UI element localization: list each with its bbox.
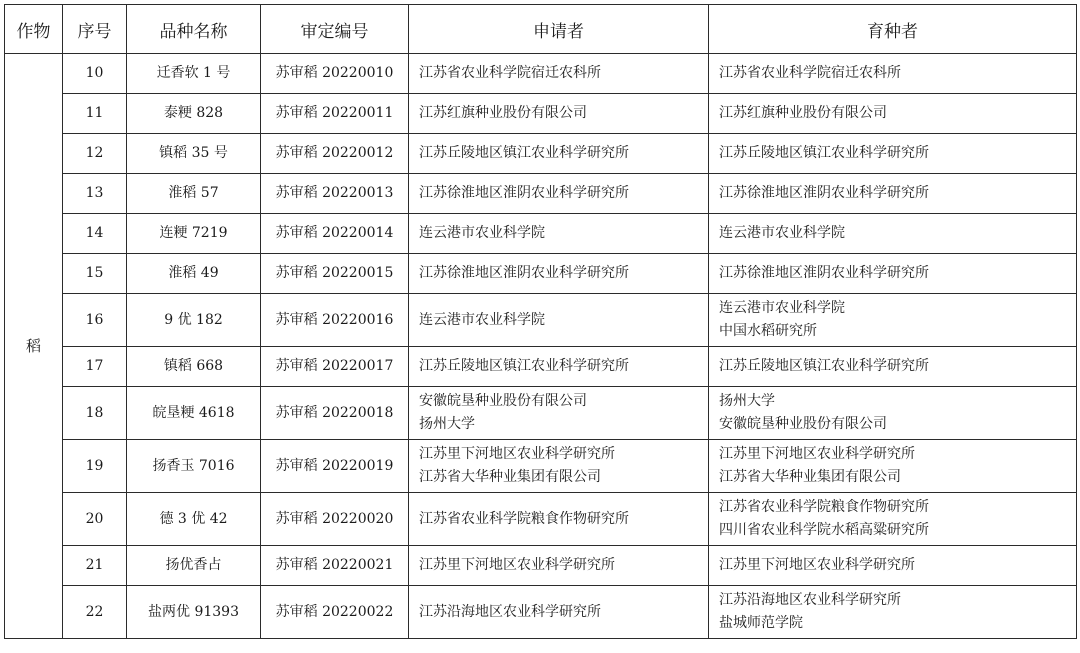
variety-cell: 淮稻 49: [127, 254, 261, 294]
applicant-name: 江苏徐淮地区淮阴农业科学研究所: [419, 265, 629, 281]
code-cell: 苏审稻 20220011: [261, 94, 409, 134]
seq-cell: 19: [63, 440, 127, 493]
breeder-cell: [709, 134, 1077, 174]
breeder-cell: [709, 254, 1077, 294]
breeder-name: 中国水稻研究所: [719, 323, 817, 339]
applicant-name: 江苏红旗种业股份有限公司: [419, 105, 587, 121]
table-row: [5, 214, 1077, 254]
applicant-name: 连云港市农业科学院: [419, 311, 545, 328]
table-row: [5, 294, 1077, 347]
breeder-cell: [709, 347, 1077, 387]
breeder-name: 江苏省农业科学院粮食作物研究所: [719, 499, 929, 515]
header-applicant: 申请者: [409, 5, 709, 54]
breeder-name: 四川省农业科学院水稻高粱研究所: [719, 522, 929, 538]
variety-cell: 9 优 182: [127, 294, 261, 347]
breeder-name: 安徽皖垦种业股份有限公司: [719, 416, 887, 432]
seq-cell: 15: [63, 254, 127, 294]
code-cell: 苏审稻 20220016: [261, 294, 409, 347]
variety-cell: 扬香玉 7016: [127, 440, 261, 493]
applicant-name: 江苏丘陵地区镇江农业科学研究所: [419, 145, 629, 161]
crop-cell: 稻: [5, 54, 63, 639]
applicant-name: 江苏徐淮地区淮阴农业科学研究所: [419, 185, 629, 201]
applicant-name: 连云港市农业科学院: [419, 225, 545, 241]
table-row: [5, 254, 1077, 294]
table-row: [5, 546, 1077, 586]
breeder-name: 江苏沿海地区农业科学研究所: [719, 592, 901, 608]
table-row: [5, 440, 1077, 493]
code-cell: 苏审稻 20220021: [261, 546, 409, 586]
code-cell: 苏审稻 20220017: [261, 347, 409, 387]
variety-cell: 淮稻 57: [127, 174, 261, 214]
variety-cell: 扬优香占: [127, 546, 261, 586]
applicant-cell: [409, 254, 709, 294]
applicant-name: 江苏里下河地区农业科学研究所: [419, 446, 615, 462]
seq-cell: 12: [63, 134, 127, 174]
header-variety: 品种名称: [127, 5, 261, 54]
header-breeder: 育种者: [709, 5, 1077, 54]
seq-cell: 16: [63, 294, 127, 347]
applicant-cell: [409, 134, 709, 174]
seq-cell: 21: [63, 546, 127, 586]
breeder-cell: [709, 440, 1077, 493]
breeder-name: 江苏徐淮地区淮阴农业科学研究所: [719, 185, 929, 201]
breeder-cell: [709, 174, 1077, 214]
breeder-cell: [709, 387, 1077, 440]
code-cell: 苏审稻 20220014: [261, 214, 409, 254]
table-row: [5, 94, 1077, 134]
code-cell: 苏审稻 20220012: [261, 134, 409, 174]
applicant-name: 江苏里下河地区农业科学研究所: [419, 557, 615, 573]
code-cell: 苏审稻 20220020: [261, 493, 409, 546]
header-code: 审定编号: [261, 5, 409, 54]
table-row: [5, 586, 1077, 639]
table-body: [5, 54, 1077, 639]
breeder-name: 江苏里下河地区农业科学研究所: [719, 446, 915, 462]
table-row: [5, 347, 1077, 387]
seq-cell: 18: [63, 387, 127, 440]
seq-cell: 11: [63, 94, 127, 134]
seq-cell: 20: [63, 493, 127, 546]
applicant-name: 江苏丘陵地区镇江农业科学研究所: [419, 358, 629, 374]
seq-cell: 17: [63, 347, 127, 387]
code-cell: 苏审稻 20220018: [261, 387, 409, 440]
applicant-cell: [409, 586, 709, 639]
breeder-name: 连云港市农业科学院: [719, 225, 845, 241]
breeder-name: 扬州大学: [719, 393, 775, 409]
breeder-cell: [709, 54, 1077, 94]
applicant-cell: [409, 387, 709, 440]
table-row: [5, 493, 1077, 546]
breeder-name: 连云港市农业科学院: [719, 300, 845, 316]
breeder-name: 盐城师范学院: [719, 615, 803, 631]
variety-cell: 泰粳 828: [127, 94, 261, 134]
variety-cell: 镇稻 35 号: [127, 134, 261, 174]
applicant-name: 江苏省大华种业集团有限公司: [419, 469, 601, 485]
table-row: [5, 54, 1077, 94]
breeder-name: 江苏丘陵地区镇江农业科学研究所: [719, 145, 929, 161]
breeder-cell: [709, 214, 1077, 254]
applicant-cell: [409, 493, 709, 546]
breeder-name: 江苏省大华种业集团有限公司: [719, 469, 901, 485]
code-cell: 苏审稻 20220022: [261, 586, 409, 639]
variety-cell: 德 3 优 42: [127, 493, 261, 546]
header-row: [5, 5, 1077, 54]
applicant-cell: [409, 94, 709, 134]
variety-cell: 皖垦粳 4618: [127, 387, 261, 440]
breeder-cell: [709, 586, 1077, 639]
applicant-cell: [409, 54, 709, 94]
applicant-name: 扬州大学: [419, 416, 475, 432]
applicant-name: 江苏省农业科学院宿迁农科所: [419, 65, 601, 81]
breeder-name: 江苏徐淮地区淮阴农业科学研究所: [719, 265, 929, 281]
code-cell: 苏审稻 20220015: [261, 254, 409, 294]
applicant-cell: [409, 440, 709, 493]
variety-cell: 连粳 7219: [127, 214, 261, 254]
seq-cell: 13: [63, 174, 127, 214]
variety-cell: 盐两优 91393: [127, 586, 261, 639]
table-row: [5, 174, 1077, 214]
applicant-cell: [409, 347, 709, 387]
breeder-cell: [709, 493, 1077, 546]
table-row: [5, 387, 1077, 440]
variety-cell: 镇稻 668: [127, 347, 261, 387]
applicant-name: 江苏沿海地区农业科学研究所: [419, 603, 601, 620]
breeder-cell: [709, 546, 1077, 586]
seq-cell: 22: [63, 586, 127, 639]
variety-cell: 迁香软 1 号: [127, 54, 261, 94]
applicant-name: 江苏省农业科学院粮食作物研究所: [419, 510, 629, 527]
variety-table: [4, 4, 1077, 639]
breeder-name: 江苏丘陵地区镇江农业科学研究所: [719, 358, 929, 374]
code-cell: 苏审稻 20220019: [261, 440, 409, 493]
breeder-cell: [709, 94, 1077, 134]
breeder-name: 江苏里下河地区农业科学研究所: [719, 557, 915, 573]
seq-cell: 10: [63, 54, 127, 94]
applicant-cell: [409, 546, 709, 586]
code-cell: 苏审稻 20220013: [261, 174, 409, 214]
applicant-cell: [409, 174, 709, 214]
breeder-name: 江苏省农业科学院宿迁农科所: [719, 65, 901, 81]
table-row: [5, 134, 1077, 174]
breeder-name: 江苏红旗种业股份有限公司: [719, 105, 887, 121]
seq-cell: 14: [63, 214, 127, 254]
applicant-cell: [409, 294, 709, 347]
applicant-name: 安徽皖垦种业股份有限公司: [419, 393, 587, 409]
code-cell: 苏审稻 20220010: [261, 54, 409, 94]
header-crop: 作物: [5, 5, 63, 54]
applicant-cell: [409, 214, 709, 254]
header-seq: 序号: [63, 5, 127, 54]
breeder-cell: [709, 294, 1077, 347]
